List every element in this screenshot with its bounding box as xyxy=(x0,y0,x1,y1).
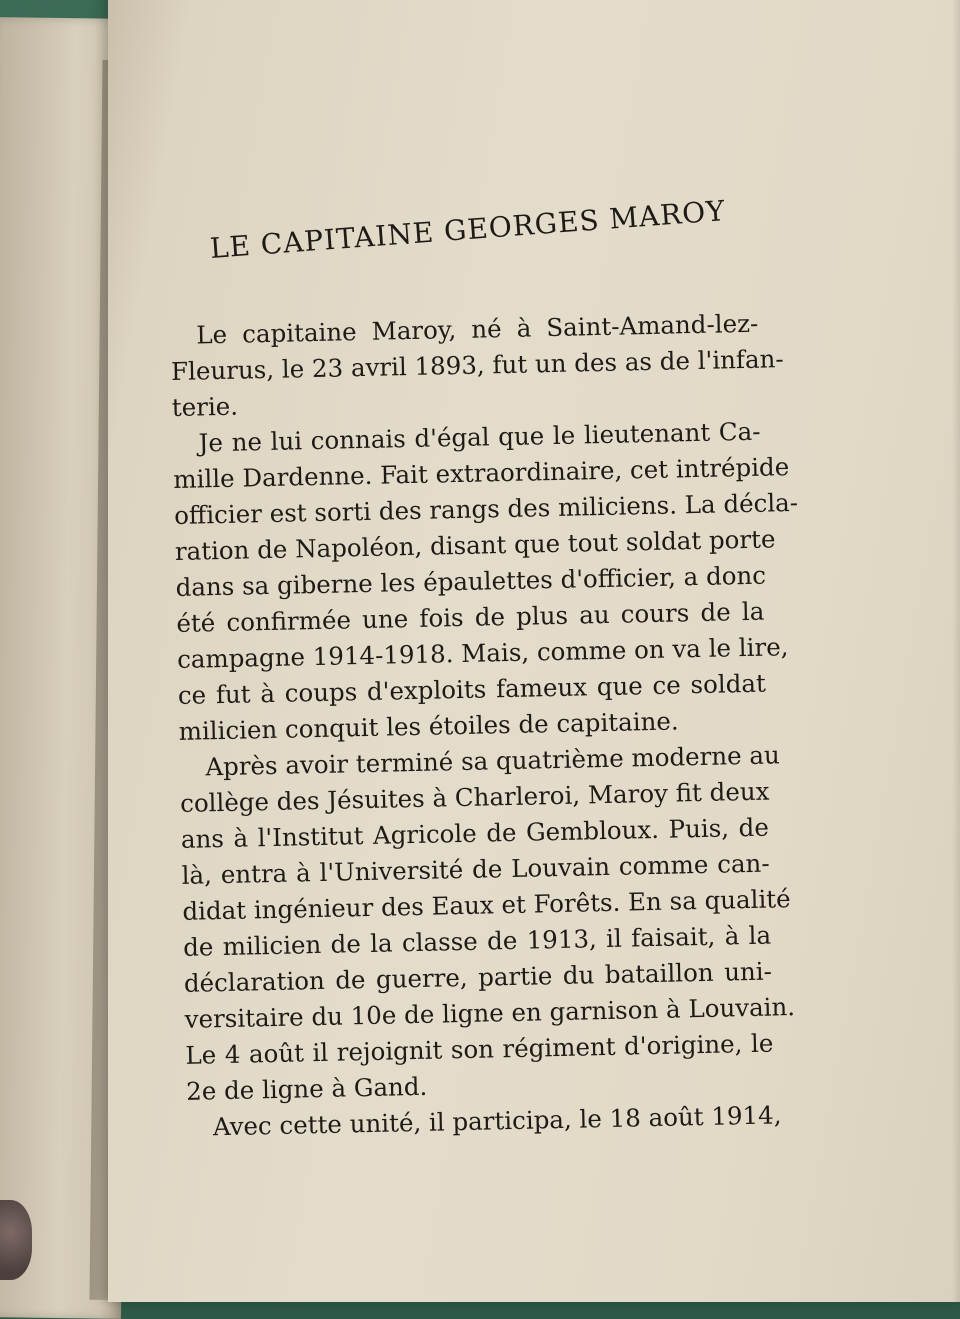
text-line: ce fut à coups d'exploits fameux que ce soldat xyxy=(177,668,767,710)
page-edge xyxy=(952,0,960,1302)
text-line: été confirmée une fois de plus au cours de la xyxy=(176,596,765,638)
text-line: terie. xyxy=(171,391,239,422)
text-line: versitaire du 10e de ligne en garnison à Louvain. xyxy=(184,992,796,1034)
text-line: Je ne lui connais d'égal que le lieutenant Ca- xyxy=(198,416,761,458)
text-line: collège des Jésuites à Charleroi, Maroy fit deux xyxy=(179,776,770,818)
thumb xyxy=(0,1200,32,1280)
text-line: milicien conquit les étoiles de capitaine. xyxy=(178,706,679,746)
text-line: déclaration de guerre, partie du bataillon uni- xyxy=(183,956,773,998)
text-line: Le capitaine Maroy, né à Saint-Amand-lez- xyxy=(196,308,759,350)
text-line: campagne 1914-1918. Mais, comme on va le lire, xyxy=(176,632,789,674)
text-line: dans sa giberne les épaulettes d'officier, a donc xyxy=(175,560,767,602)
text-line: Après avoir terminé sa quatrième moderne au xyxy=(205,740,781,782)
text-line: là, entra à l'Université de Louvain comme can- xyxy=(181,848,770,890)
text-line: Fleurus, le 23 avril 1893, fut un des as de l'infan- xyxy=(170,344,784,386)
text-line: Avec cette unité, il participa, le 18 août 1914, xyxy=(212,1100,782,1142)
text-line: 2e de ligne à Gand. xyxy=(185,1071,428,1106)
text-line: ans à l'Institut Agricole de Gembloux. Puis, de xyxy=(180,812,770,854)
chapter-title: LE CAPITAINE GEORGES MAROY xyxy=(208,194,727,265)
text-line: officier est sorti des rangs des miliciens. La décla- xyxy=(173,487,799,530)
text-line: Le 4 août il rejoignit son régiment d'origine, le xyxy=(185,1028,774,1070)
text-line: ration de Napoléon, disant que tout soldat porte xyxy=(174,524,776,566)
body-text xyxy=(170,306,799,1146)
text-line: de milicien de la classe de 1913, il faisait, à la xyxy=(182,920,772,962)
text-line: mille Dardenne. Fait extraordinaire, cet intrépide xyxy=(173,452,790,494)
text-line: didat ingénieur des Eaux et Forêts. En sa qualité xyxy=(182,884,791,926)
